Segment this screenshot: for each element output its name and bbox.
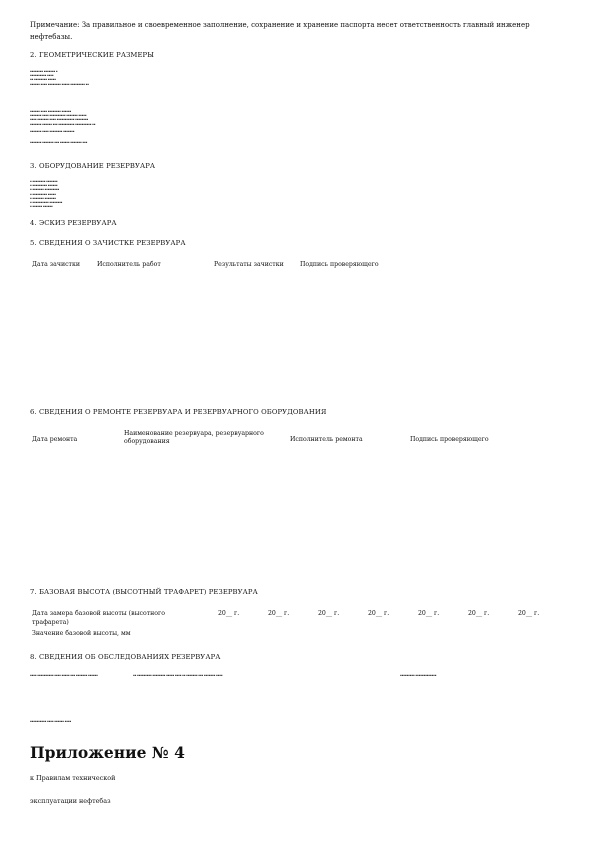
section-8-heading: 8. СВЕДЕНИЯ ОБ ОБСЛЕДОВАНИЯХ РЕЗЕРВУАРА xyxy=(30,653,221,661)
cleaning-col-signature: Подпись проверяющего xyxy=(300,261,379,268)
year-cell-1: 20__ г. xyxy=(218,610,240,617)
inspection-col-fine-print-3: ▪▪▪▪▪▪▪▪▪ ▪▪▪▪▪▪▪▪▪▪▪▪▪ xyxy=(400,674,437,677)
repair-col-item: Наименование резервуара, резервуарного оборудования xyxy=(124,430,264,445)
section-6-heading: 6. СВЕДЕНИЯ О РЕМОНТЕ РЕЗЕРВУАРА И РЕЗЕРВУАРНОГО ОБОРУДОВАНИЯ xyxy=(30,408,327,416)
appendix-line-2: эксплуатации нефтебаз xyxy=(30,797,111,805)
responsibility-note: Примечание: За правильное и своевременное заполнение, сохранение и хранение паспорта несет ответственность главный инженер нефтебазы. xyxy=(30,21,530,41)
geometry-fine-print-line-3: ▪▪▪▪▪▪▪ ▪▪▪▪ ▪▪▪▪▪▪▪▪ ▪▪▪▪▪▪▪ xyxy=(30,130,75,133)
year-cell-2: 20__ г. xyxy=(268,610,290,617)
appendix-line-1: к Правилам технической xyxy=(30,774,116,782)
inspection-col-fine-print-1: ▪▪▪▪ ▪▪▪▪▪▪▪▪▪▪ ▪▪▪▪ ▪▪▪▪▪ ▪▪▪ ▪▪▪▪▪▪▪ ▪▪▪▪▪▪ xyxy=(30,674,98,677)
section-4-heading: 4. ЭСКИЗ РЕЗЕРВУАРА xyxy=(30,219,117,227)
year-cell-5: 20__ г. xyxy=(418,610,440,617)
base-height-value-label: Значение базовой высоты, мм xyxy=(32,630,131,637)
equipment-fine-print-block: ▪ ▪▪▪▪▪▪▪▪ ▪▪▪▪▪▪▪ ▪ ▪▪▪▪▪▪▪▪▪ ▪▪▪▪▪▪ ▪ ▪▪▪▪▪▪▪ ▪▪▪▪▪▪▪▪▪ ▪ ▪▪▪▪▪▪▪▪▪ ▪▪▪▪▪ ▪ ▪▪▪▪▪▪▪ ▪▪▪▪▪▪▪ ▪ ▪▪▪▪▪▪▪▪▪▪ ▪▪▪▪▪▪▪▪ ▪ ▪▪▪▪▪▪ ▪▪▪▪▪▪ xyxy=(30,180,63,209)
inspection-col-fine-print-2: ▪▪ ▪▪▪▪▪▪▪▪▪ ▪▪▪▪▪▪▪▪ ▪▪▪▪▪ ▪▪▪▪ ▪▪ ▪▪▪▪▪▪▪ ▪▪▪ ▪▪▪▪▪▪▪ ▪▪▪▪ xyxy=(133,674,223,677)
inspection-fine-print-4: ▪▪▪▪▪▪▪▪▪▪ ▪▪▪▪ ▪▪▪▪▪▪ ▪▪▪▪ xyxy=(30,720,72,723)
section-5-heading: 5. СВЕДЕНИЯ О ЗАЧИСТКЕ РЕЗЕРВУАРА xyxy=(30,239,186,247)
repair-col-date: Дата ремонта xyxy=(32,436,78,443)
section-7-heading: 7. БАЗОВАЯ ВЫСОТА (ВЫСОТНЫЙ ТРАФАРЕТ) РЕЗЕРВУАРА xyxy=(30,588,258,596)
section-3-heading: 3. ОБОРУДОВАНИЕ РЕЗЕРВУАРА xyxy=(30,162,156,170)
year-cell-7: 20__ г. xyxy=(518,610,540,617)
geometry-fine-print-line-4: ▪▪▪▪▪▪▪ ▪▪▪▪▪▪▪ ▪▪▪ ▪▪▪▪▪▪ ▪▪▪▪▪▪▪ ▪▪▪ xyxy=(30,141,88,144)
cleaning-col-executor: Исполнитель работ xyxy=(97,261,161,268)
cleaning-col-results: Результаты зачистки xyxy=(214,261,284,268)
repair-col-signature: Подпись проверяющего xyxy=(410,436,489,443)
repair-col-executor: Исполнитель ремонта xyxy=(290,436,363,443)
year-cell-6: 20__ г. xyxy=(468,610,490,617)
year-cell-3: 20__ г. xyxy=(318,610,340,617)
section-2-heading: 2. ГЕОМЕТРИЧЕСКИЕ РАЗМЕРЫ xyxy=(30,51,154,59)
year-cell-4: 20__ г. xyxy=(368,610,390,617)
geometry-fine-print-block-2: ▪▪▪▪▪▪ ▪▪▪▪ ▪▪▪▪▪▪▪▪ ▪▪▪▪▪▪ ▪▪▪▪▪▪▪ ▪▪▪▪ ▪▪▪▪▪▪▪▪▪▪ ▪▪▪▪▪▪▪ ▪▪▪▪▪ ▪▪▪▪ ▪▪▪▪▪▪▪ ▪▪▪▪ ▪▪▪▪▪▪▪▪▪▪▪ ▪▪▪▪▪▪▪▪ ▪▪▪▪▪▪▪ ▪▪▪▪▪▪ ▪▪▪ ▪▪▪▪▪▪▪▪▪▪ ▪▪▪▪▪▪▪▪▪▪ ▪▪ xyxy=(30,110,96,126)
cleaning-col-date: Дата зачистки xyxy=(32,261,80,268)
base-height-date-label: Дата замера базовой высоты (высотного трафарета) xyxy=(32,610,165,626)
geometry-fine-print-block-1: ▪▪▪▪▪▪▪▪ ▪▪▪▪▪▪▪ ▪ ▪▪▪▪▪▪▪▪▪▪ ▪▪▪▪ ▪▪ ▪▪▪▪▪▪▪▪ ▪▪▪▪▪ ▪▪▪▪▪▪ ▪▪▪▪ ▪▪▪▪▪▪▪▪ ▪▪▪▪▪ ▪▪▪▪▪▪▪▪▪ ▪▪ xyxy=(30,70,89,86)
appendix-title: Приложение № 4 xyxy=(30,743,185,762)
